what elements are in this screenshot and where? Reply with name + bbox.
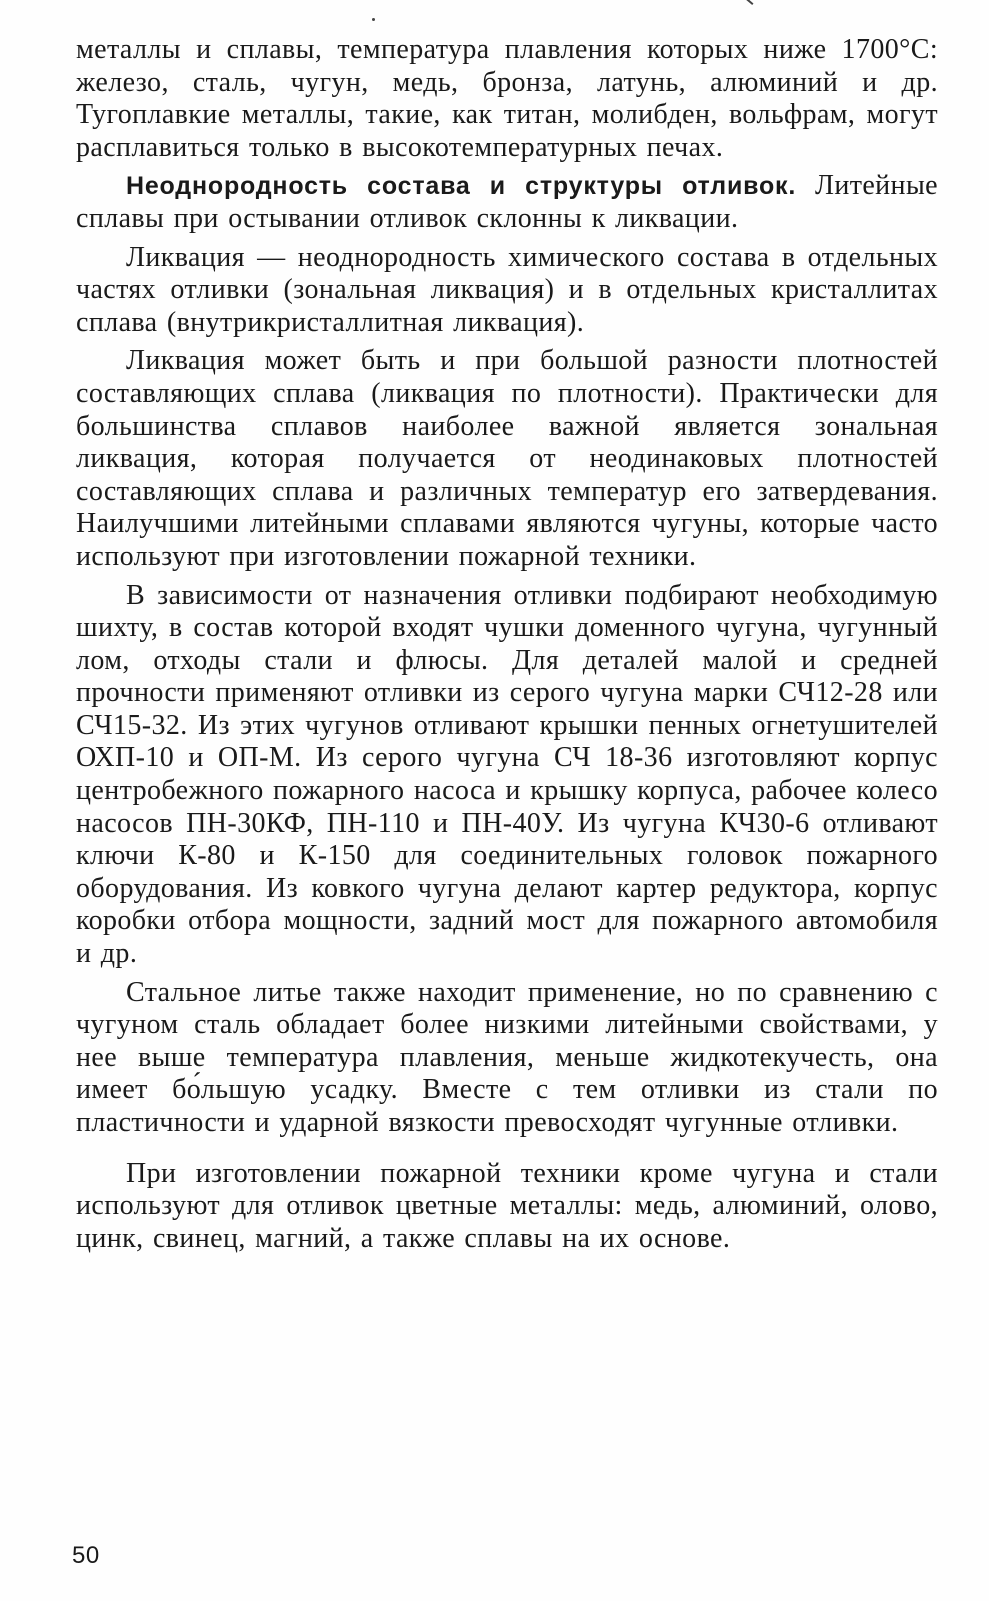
- paragraph-text: Ликвация может быть и при большой разности плотностей составляющих сплава (ликвация по плотности). Практически для большинства сплавов наиболее важной является зональная ликвация, которая получается от неодинаковых плотностей составляющих сплава и различных температур его затвердевания. Наилучшими литейными сплавами являются чугуны, которые часто используют при изготовлении пожарной техники.: [76, 345, 938, 572]
- paragraph-liquation-density: [76, 345, 938, 573]
- paragraph-text: Ликвация — неоднородность химического состава в отдельных частях отливки (зональная ликвация) и в отдельных кристаллитах сплава (внутрикристаллитная ликвация).: [76, 241, 938, 338]
- page-number: 50: [72, 1542, 100, 1569]
- paragraph-heterogeneity: [76, 170, 938, 235]
- paragraph-nonferrous-metals: [76, 1158, 938, 1256]
- paragraph-charge-selection: [76, 580, 938, 971]
- section-heading: Неоднородность состава и структуры отливок.: [126, 172, 797, 201]
- paragraph-metals-melting: [76, 34, 938, 164]
- paragraph-text: Стальное литье также находит применение, но по сравнению с чугуном сталь обладает более низкими литейными свойствами, у нее выше температура плавления, меньше жидкотекучесть, она имеет бо́льшую усадку. Вместе с тем отливки из стали по пластичности и ударной вязкости превосходят чугунные отливки.: [76, 976, 938, 1138]
- print-speck: [372, 18, 375, 21]
- print-mark: [745, 0, 754, 5]
- paragraph-steel-casting: [76, 977, 938, 1140]
- paragraph-liquation-definition: [76, 242, 938, 340]
- paragraph-text: Литейные сплавы при остывании отливок склонны к ликвации.: [76, 170, 938, 234]
- paragraph-text: При изготовлении пожарной техники кроме чугуна и стали используют для отливок цветные металлы: медь, алюминий, олово, цинк, свинец, магний, а также сплавы на их основе.: [76, 1157, 938, 1254]
- paragraph-text: металлы и сплавы, температура плавления которых ниже 1700°С: железо, сталь, чугун, медь, бронза, латунь, алюминий и др. Тугоплавкие металлы, такие, как титан, молибден, вольфрам, могут расплавиться только в высокотемпературных печах.: [76, 34, 938, 163]
- paragraph-text: В зависимости от назначения отливки подбирают необходимую шихту, в состав которой входят чушки доменного чугуна, чугунный лом, отходы стали и флюсы. Для деталей малой и средней прочности применяют отливки из серого чугуна марки СЧ12-28 или СЧ15-32. Из этих чугунов отливают крышки пенных огнетушителей ОХП-10 и ОП-М. Из серого чугуна СЧ 18-36 изготовляют корпус центробежного пожарного насоса и крышку корпуса, рабочее колесо насосов ПН-30КФ, ПН-110 и ПН-40У. Из чугуна КЧ30-6 отливают ключи К-80 и К-150 для соединительных головок пожарного оборудования. Из ковкого чугуна делают картер редуктора, корпус коробки отбора мощности, задний мост для пожарного автомобиля и др.: [76, 579, 938, 970]
- text-column: [76, 34, 938, 1255]
